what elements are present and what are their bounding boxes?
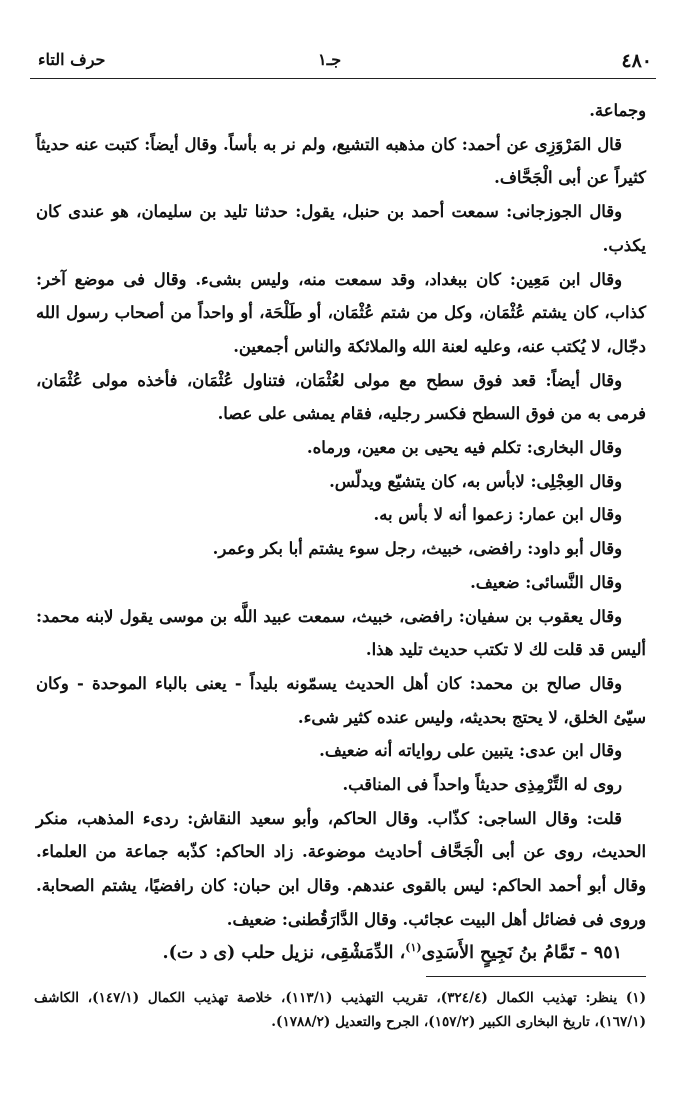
volume-label: جـ١: [318, 50, 342, 69]
paragraph: روى له التِّرْمِذِى حديثاً واحداً فى المناقب.: [342, 775, 622, 795]
entry-title: ٩٥١ - تَمَّامُ بنُ نَجِيحٍ الأَسَدِى: [421, 942, 622, 963]
paragraph: وقال البخارى: تكلم فيه يحيى بن معين، ورماه.: [306, 438, 622, 458]
paragraph: وقال النَّسائى: ضعيف.: [470, 572, 622, 592]
paragraph: وقال العِجْلِى: لابأس به، كان يتشيّع ويدلّس.: [329, 471, 622, 491]
entry-title-rest: ، الدِّمَشْقِى، نزيل حلب (ى د ت).: [162, 942, 406, 963]
footnote: (١) ينظر: تهذيب الكمال (٣٢٤/٤)، تقريب التهذيب (١١٣/١)، خلاصة تهذيب الكمال (١٤٧/١)، الكاشف (١٦٧/١)، تاريخ البخارى الكبير (١٥٧/٢)، الجرح والتعديل (١٧٨٨/٢).: [34, 990, 646, 1030]
paragraph: وقال ابن عمار: زعموا أنه لا بأس به.: [373, 505, 622, 525]
paragraph: وقال ابن مَعِين: كان ببغداد، وقد سمعت منه، وليس بشىء. وقال فى موضع آخر: كذاب، كان يشتم عُثْمَان، وكل من شتم عُثْمَان، أو طَلْحَة، أو واحداً من أصحاب رسول الله دجّال، لا يُكتب عنه، وعليه لعنة الله والملائكة والناس أجمعين.: [36, 269, 646, 356]
footnotes: [34, 986, 646, 1034]
paragraph: وقال صالح بن محمد: كان أهل الحديث يسمّونه بليداً - يعنى بالباء الموحدة - وكان سيّئ الخلق، لا يحتج بحديثه، وليس عنده كثير شىء.: [36, 673, 646, 727]
chapter-title: حرف التاء: [38, 50, 106, 69]
paragraph: قلت: وقال الساجى: كذّاب. وقال الحاكم، وأبو سعيد النقاش: ردىء المذهب، منكر الحديث، روى عن أبى الْجَحَّاف أحاديث موضوعة. زاد الحاكم: كذّبه جماعة من العلماء. وقال أبو أحمد الحاكم: ليس بالقوى عندهم. وقال ابن حبان: كان رافضيًا، يشتم الصحابة. وروى فى فضائل أهل البيت عجائب. وقال الدَّارَقُطنى: ضعيف.: [36, 808, 646, 929]
paragraph: وقال الجوزجانى: سمعت أحمد بن حنبل، يقول: حدثنا تليد بن سليمان، هو عندى كان يكذب.: [36, 202, 646, 255]
paragraph: وقال يعقوب بن سفيان: رافضى، خبيث، سمعت عبيد اللَّه بن موسى يقول لابنه محمد: أليس قد قلت لك لا تكتب حديث تليد هذا.: [36, 606, 646, 660]
main-text: [36, 94, 646, 970]
footnote-reference: (١): [405, 940, 422, 954]
paragraph: وقال أيضاً: قعد فوق سطح مع مولى لعُثْمَان، فتناول عُثْمَان، فأخذه مولى عُثْمَان، فرمى به من فوق السطح فكسر رجليه، فقام يمشى على عصا.: [36, 370, 646, 424]
footnote-divider: [426, 976, 646, 977]
biography-entry-heading: [36, 937, 646, 971]
paragraph: وقال أبو داود: رافضى، خبيث، رجل سوء يشتم أبا بكر وعمر.: [212, 539, 622, 559]
paragraph: وجماعة.: [589, 101, 646, 120]
paragraph: قال المَرْوَزِى عن أحمد: كان مذهبه التشيع، ولم نر به بأساً. وقال أيضاً: كتبت عنه حديثاً كثيراً عن أبى الْجَحَّاف.: [36, 134, 646, 188]
page-number: ٤٨٠: [621, 50, 652, 72]
page-header: [30, 50, 656, 79]
paragraph: وقال ابن عدى: يتبين على رواياته أنه ضعيف.: [319, 741, 622, 761]
